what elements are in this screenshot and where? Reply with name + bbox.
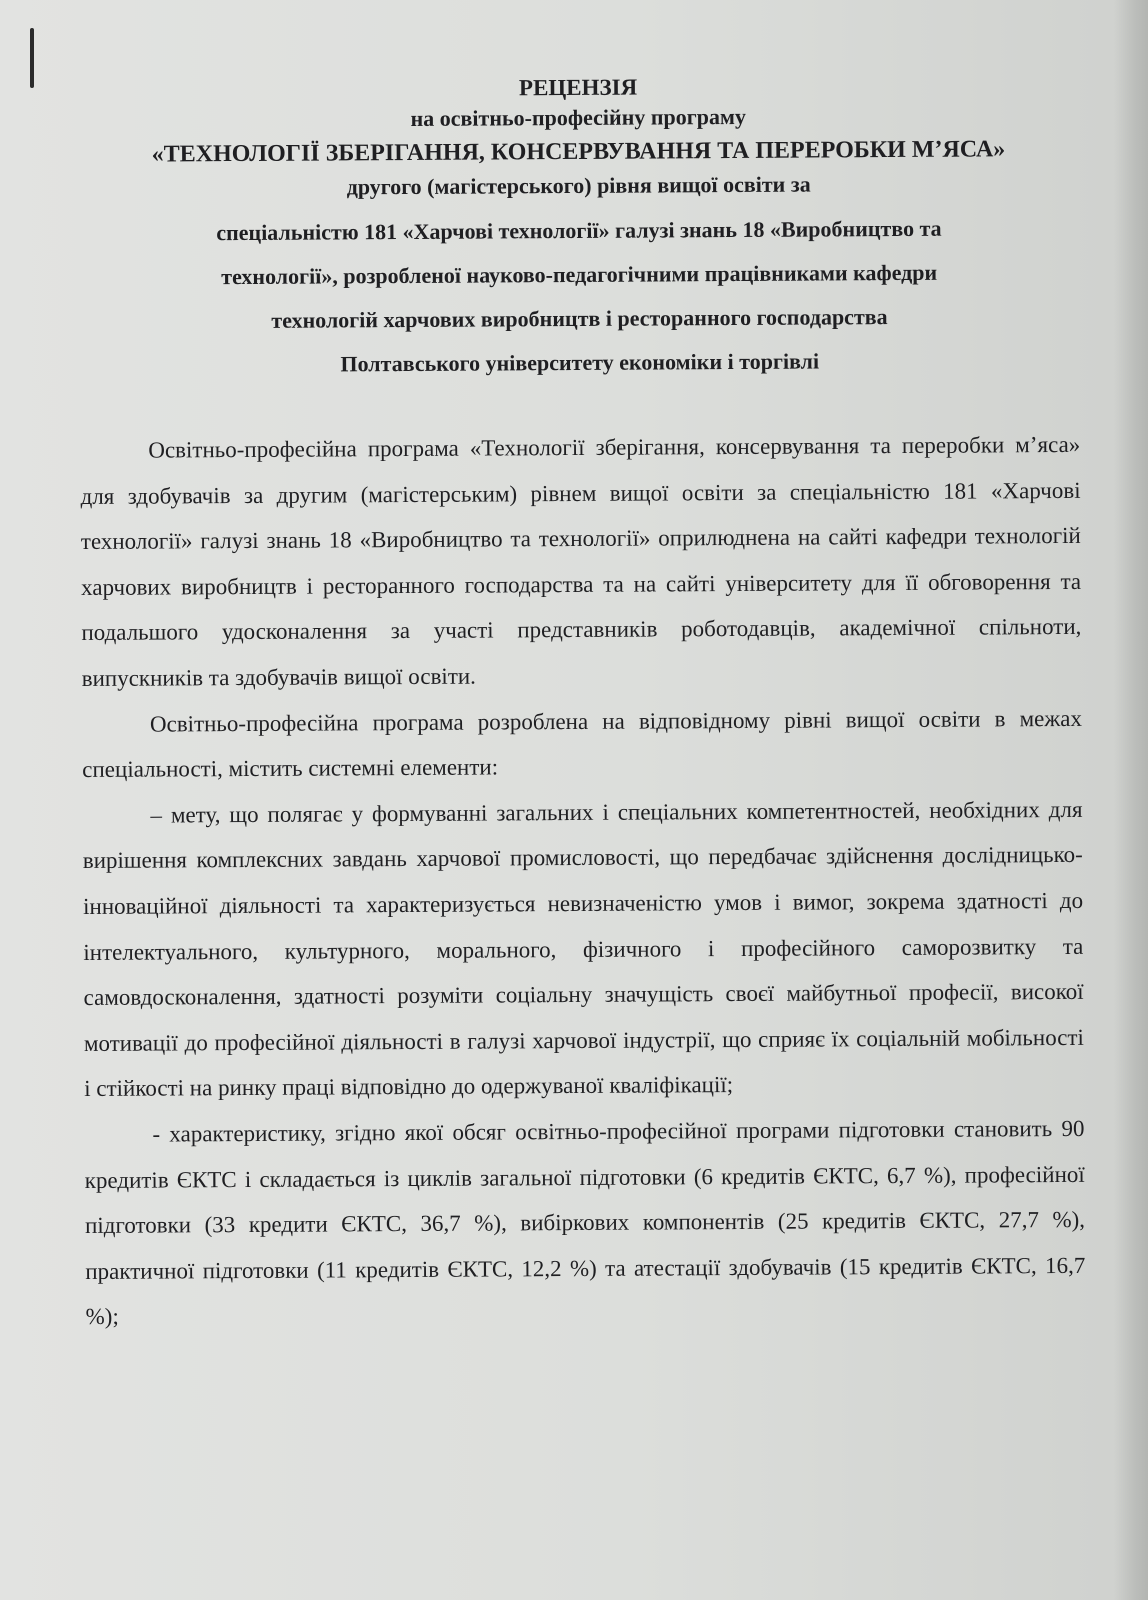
staple-mark: [30, 28, 34, 88]
review-body: [80, 422, 1086, 1340]
header-line-4: технологій харчових виробництв і ресторанного господарства: [271, 304, 888, 333]
header-line-3: технології», розробленої науково-педагогічними працівниками кафедри: [221, 259, 938, 290]
paragraph-intro: Освітньо-професійна програма «Технології зберігання, консервування та переробки м’яса» для здобувачів за другим (магістерським) рівнем вищої освіти за спеціальністю 181 «Харчові технології» галузі знань 18 «Виробництво та технології» оприлюднена на сайті кафедри технологій харчових виробництв і ресторанного господарства та на сайті університету для її обговорення та подальшого удосконалення за участі представників роботодавців, академічної спільноти, випускників та здобувачів вищої освіти.: [80, 431, 1082, 691]
paragraph-structure: Освітньо-професійна програма розроблена на відповідному рівні вищої освіти в межах спеціальності, містить системні елементи:: [82, 705, 1083, 783]
document-title: РЕЦЕНЗІЯ: [518, 74, 638, 101]
list-item-characteristics: - характеристику, згідно якої обсяг освітньо-професійної програми підготовки становить 90 кредитів ЄКТС і складається із циклів загальної підготовки (6 кредитів ЄКТС, 6,7 %), професійної підготовки (33 кредити ЄКТС, 36,7 %), вибіркових компонентів (25 кредитів ЄКТС, 27,7 %), практичної підготовки (11 кредитів ЄКТС, 12,2 %) та атестації здобувачів (15 кредитів ЄКТС, 16,7 %);: [84, 1115, 1086, 1330]
program-name: «ТЕХНОЛОГІЇ ЗБЕРІГАННЯ, КОНСЕРВУВАННЯ ТА ПЕРЕРОБКИ М’ЯСА»: [151, 136, 1006, 168]
header-line-5: Полтавського університету економіки і торгівлі: [340, 348, 820, 377]
header-line-2: спеціальністю 181 «Харчові технології» галузі знань 18 «Виробництво та: [216, 215, 942, 246]
header-line-1: другого (магістерського) рівня вищої освіти за: [346, 171, 811, 200]
review-page: [78, 70, 1086, 1340]
document-subtitle: на освітньо-професійну програму: [410, 103, 747, 131]
list-item-goal: – мету, що полягає у формуванні загальних і спеціальних компетентностей, необхідних для вирішення комплексних завдань харчової промисловості, що передбачає здійснення дослідницько-інноваційної діяльності та характеризується невизначеністю умов і вимог, зокрема здатності до інтелектуального, культурного, морального, фізичного і професійного саморозвитку та самовдосконалення, здатності розуміти соціальну значущість своєї майбутньої професії, високої мотивації до професійної діяльності в галузі харчової індустрії, що сприяє їх соціальній мобільності і стійкості на ринку праці відповідно до одержуваної кваліфікації;: [82, 796, 1084, 1102]
title-block: [78, 70, 1080, 388]
paper-edge-shadow: [1114, 0, 1148, 1600]
